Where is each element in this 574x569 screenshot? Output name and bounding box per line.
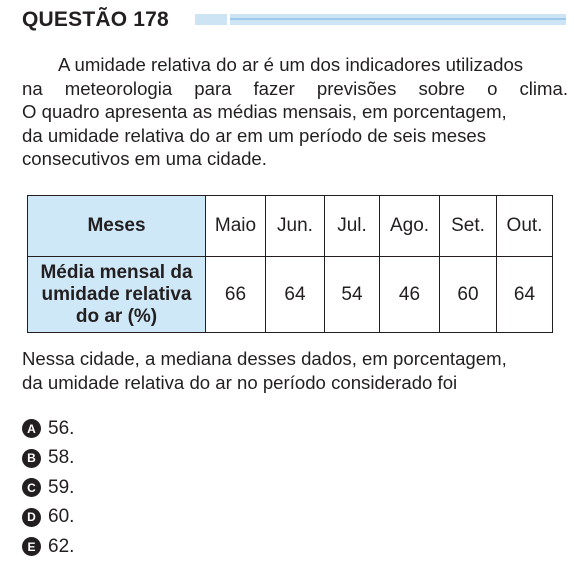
question-header [22, 6, 568, 36]
humidity-header-cell [28, 257, 206, 333]
option-text: 62. [48, 535, 75, 557]
option-b[interactable] [22, 444, 74, 474]
month-cell: Ago. [380, 196, 440, 257]
intro-line: A umidade relativa do ar é um dos indicadores utilizados [58, 54, 524, 75]
months-header-cell: Meses [28, 196, 206, 257]
humidity-value-cell: 46 [380, 257, 440, 333]
intro-line: consecutivos em uma cidade. [22, 148, 267, 170]
option-a[interactable] [22, 414, 74, 444]
humidity-table [27, 195, 553, 333]
month-cell: Maio [206, 196, 266, 257]
option-letter-badge: A [22, 419, 41, 438]
option-e[interactable] [22, 532, 74, 562]
humidity-value-cell: 60 [440, 257, 497, 333]
option-text: 60. [48, 506, 75, 528]
humidity-value-cell: 64 [497, 257, 553, 333]
question-text [22, 347, 568, 395]
month-cell: Set. [440, 196, 497, 257]
humidity-value-cell: 54 [325, 257, 380, 333]
answer-options [22, 414, 74, 562]
option-c[interactable] [22, 473, 74, 503]
option-letter-badge: D [22, 508, 41, 527]
question-line: da umidade relativa do ar no período considerado foi [22, 372, 458, 393]
month-cell: Jul. [325, 196, 380, 257]
humidity-value-cell: 64 [266, 257, 325, 333]
months-row [28, 196, 553, 257]
header-decoration-bar-short [195, 14, 227, 25]
row-label-line: do ar (%) [75, 305, 158, 327]
intro-paragraph [22, 53, 568, 171]
month-cell: Jun. [266, 196, 325, 257]
option-letter-badge: B [22, 449, 41, 468]
option-text: 59. [48, 476, 75, 498]
option-text: 58. [48, 447, 75, 469]
option-d[interactable] [22, 503, 74, 533]
intro-line: na meteorologia para fazer previsões sobre o clima. [22, 77, 568, 99]
question-line: Nessa cidade, a mediana desses dados, em porcentagem, [22, 348, 507, 369]
intro-line: da umidade relativa do ar em um período de seis meses [22, 124, 487, 146]
question-number: QUESTÃO 178 [22, 8, 169, 31]
option-letter-badge: E [22, 537, 41, 556]
intro-line: O quadro apresenta as médias mensais, em porcentagem, [22, 101, 507, 123]
option-text: 56. [48, 417, 75, 439]
month-cell: Out. [497, 196, 553, 257]
row-label-line: umidade relativa [41, 283, 192, 305]
row-label-line: Média mensal da [40, 261, 193, 283]
humidity-value-cell: 66 [206, 257, 266, 333]
humidity-row [28, 257, 553, 333]
header-decoration-line [230, 18, 566, 20]
option-letter-badge: C [22, 478, 41, 497]
